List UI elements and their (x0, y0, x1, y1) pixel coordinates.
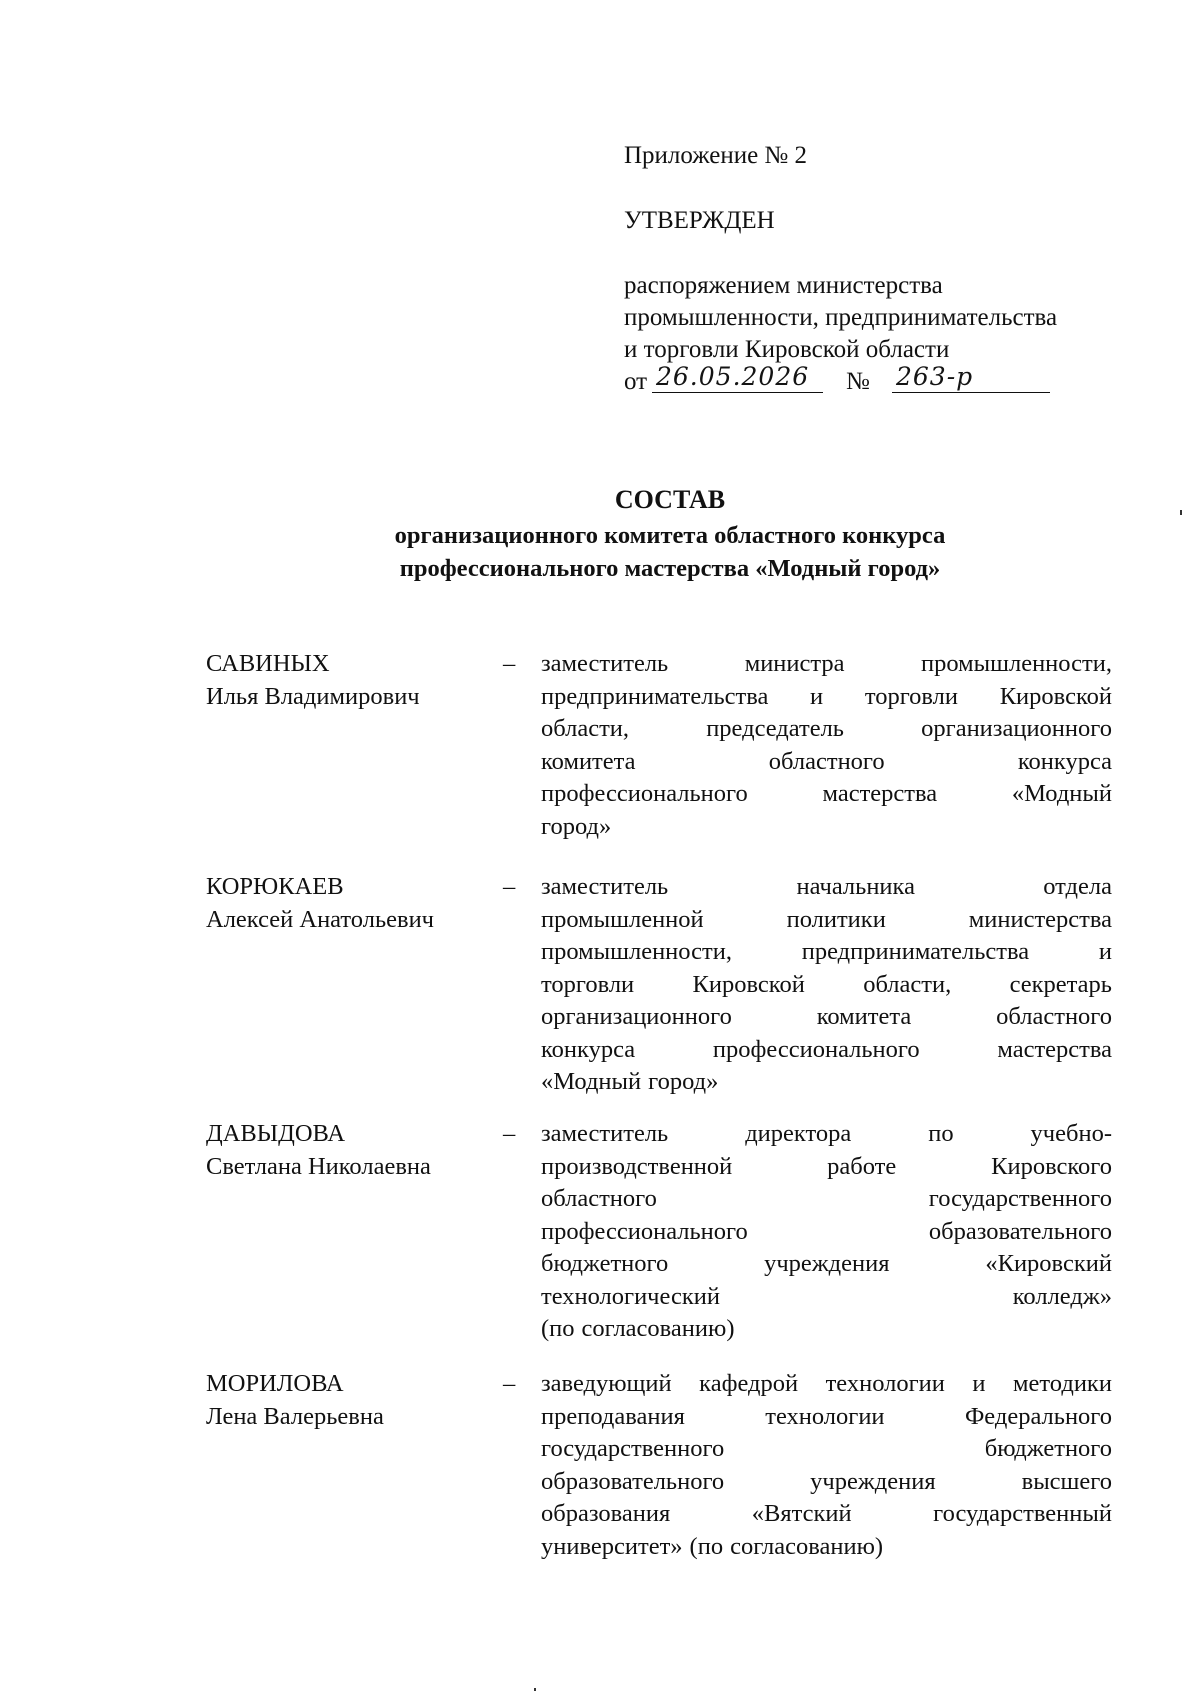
position-word: председатель (706, 715, 844, 742)
position-line (541, 1313, 1112, 1346)
order-line: промышленности, предпринимательства (624, 304, 1058, 331)
scan-speck (534, 1688, 536, 1691)
position-word: мастерства (997, 1035, 1112, 1063)
position-word: технологии (825, 1370, 945, 1397)
position-word: областного (768, 747, 885, 775)
position-word: преподавания (541, 1402, 685, 1430)
member-surname: САВИНЫХ (206, 650, 330, 677)
position-word: профессионального (541, 1217, 748, 1245)
position-word: мастерства (822, 780, 938, 807)
order-text (624, 270, 1057, 366)
position-word: политики (786, 905, 886, 933)
position-line (541, 1216, 1112, 1249)
position-line (541, 904, 1112, 937)
position-word: учреждения (810, 1467, 936, 1495)
position-line (541, 1498, 1112, 1531)
position-line (541, 1118, 1112, 1151)
position-word: бюджетного (541, 1250, 669, 1277)
position-word: кафедрой (699, 1370, 799, 1397)
date-prefix: от (624, 368, 648, 395)
position-word: (по (689, 1532, 724, 1560)
attachment-label: Приложение № 2 (624, 142, 808, 169)
position-line (541, 871, 1112, 904)
position-word: профессионального (541, 780, 748, 807)
member-name (206, 871, 434, 936)
position-line (541, 1433, 1112, 1466)
position-line (541, 1281, 1112, 1314)
position-line (541, 1368, 1112, 1401)
handwritten-number: 263-р (892, 362, 1050, 393)
position-word: государственного (541, 1435, 725, 1462)
position-word: и (1098, 938, 1112, 965)
position-word: министра (744, 650, 845, 677)
position-word: университет» (541, 1532, 683, 1560)
position-word: предпринимательства (541, 682, 769, 710)
position-word: промышленной (541, 905, 704, 933)
position-word: промышленности, (541, 938, 732, 965)
position-word: согласованию) (581, 1315, 735, 1342)
position-word: организационного (921, 715, 1112, 742)
document-title: СОСТАВ (614, 485, 726, 514)
position-word: высшего (1021, 1467, 1112, 1495)
position-word: город» (541, 812, 612, 840)
position-word: технологический (541, 1282, 720, 1310)
member-name (206, 1368, 384, 1433)
position-word: заместитель (541, 1120, 669, 1147)
position-word: методики (1013, 1370, 1112, 1397)
position-line (541, 1183, 1112, 1216)
position-word: «Модный (1011, 780, 1112, 807)
position-line (541, 1248, 1112, 1281)
position-word: и (810, 682, 824, 710)
position-word: заведующий (541, 1370, 672, 1397)
position-word: согласованию) (730, 1532, 884, 1560)
position-word: образования (541, 1500, 671, 1527)
position-word: заместитель (541, 650, 669, 677)
position-word: Кировского (991, 1152, 1112, 1180)
member-dash: – (503, 1370, 516, 1397)
member-surname: КОРЮКАЕВ (206, 873, 344, 900)
document-subtitle-line: организационного комитета областного конкурса (394, 522, 946, 549)
position-word: технологии (765, 1402, 885, 1430)
position-word: Федерального (964, 1402, 1112, 1430)
member-surname: ДАВЫДОВА (206, 1120, 346, 1147)
position-word: торговли (864, 682, 958, 710)
position-word: секретарь (1009, 970, 1112, 998)
position-word: колледж» (1012, 1282, 1112, 1310)
position-line (541, 1034, 1112, 1067)
member-position (541, 871, 1112, 1099)
position-word: организационного (541, 1003, 732, 1030)
position-line (541, 811, 1112, 844)
position-word: бюджетного (984, 1435, 1112, 1462)
position-word: производственной (541, 1152, 733, 1180)
member-given-names: Светлана Николаевна (206, 1152, 431, 1180)
position-word: «Вятский (751, 1500, 852, 1527)
position-line (541, 1401, 1112, 1434)
position-word: образовательного (541, 1467, 725, 1495)
number-prefix: № (846, 368, 870, 395)
member-name (206, 648, 420, 713)
position-word: конкурса (541, 1035, 636, 1063)
position-line (541, 936, 1112, 969)
member-dash: – (503, 1120, 516, 1147)
position-word: (по (541, 1315, 575, 1342)
approved-label: УТВЕРЖДЕН (624, 207, 775, 234)
position-line (541, 1151, 1112, 1184)
member-position (541, 648, 1112, 843)
position-line (541, 1531, 1112, 1564)
position-word: «Кировский (985, 1250, 1112, 1277)
position-word: области, (541, 715, 630, 742)
position-word: конкурса (1017, 747, 1112, 775)
position-word: директора (745, 1120, 852, 1147)
position-line (541, 1066, 1112, 1099)
position-word: работе (827, 1152, 897, 1180)
scan-speck (1180, 510, 1182, 515)
position-word: государственный (933, 1500, 1112, 1527)
position-line (541, 1466, 1112, 1499)
position-word: предпринимательства (801, 938, 1030, 965)
position-line (541, 1001, 1112, 1034)
position-line (541, 778, 1112, 811)
position-word: областного (541, 1185, 657, 1212)
position-line (541, 746, 1112, 779)
position-word: начальника (796, 873, 915, 900)
position-word: учреждения (764, 1250, 890, 1277)
member-given-names: Алексей Анатольевич (206, 905, 435, 933)
position-word: заместитель (541, 873, 669, 900)
position-word: областного (996, 1003, 1112, 1030)
member-surname: МОРИЛОВА (206, 1370, 344, 1397)
position-word: промышленности, (921, 650, 1112, 677)
position-word: Кировской (692, 970, 805, 998)
position-word: комитета (816, 1003, 912, 1030)
position-line (541, 681, 1112, 714)
position-word: комитета (541, 747, 636, 775)
member-dash: – (503, 873, 516, 900)
position-word: отдела (1043, 873, 1112, 900)
order-line: распоряжением министерства (624, 272, 943, 299)
member-given-names: Лена Валерьевна (206, 1402, 384, 1430)
position-line (541, 969, 1112, 1002)
position-word: области, (863, 970, 952, 998)
position-word: Кировской (999, 682, 1112, 710)
handwritten-date: 26.05.2026 (652, 362, 823, 393)
position-word: по (928, 1120, 954, 1147)
position-word: город» (648, 1068, 719, 1095)
position-word: учебно- (1030, 1120, 1112, 1147)
member-name (206, 1118, 431, 1183)
position-word: министерства (968, 905, 1112, 933)
member-given-names: Илья Владимирович (206, 682, 420, 710)
order-line: и торговли Кировской области (624, 336, 950, 363)
position-word: и (972, 1370, 986, 1397)
position-line (541, 713, 1112, 746)
member-position (541, 1368, 1112, 1563)
position-word: торговли (541, 970, 635, 998)
position-word: образовательного (928, 1217, 1112, 1245)
member-position (541, 1118, 1112, 1346)
position-line (541, 648, 1112, 681)
position-word: профессионального (712, 1035, 920, 1063)
position-word: государственного (928, 1185, 1112, 1212)
position-word: «Модный (541, 1068, 642, 1095)
document-subtitle-line: профессионального мастерства «Модный город» (399, 555, 941, 582)
member-dash: – (503, 650, 516, 677)
